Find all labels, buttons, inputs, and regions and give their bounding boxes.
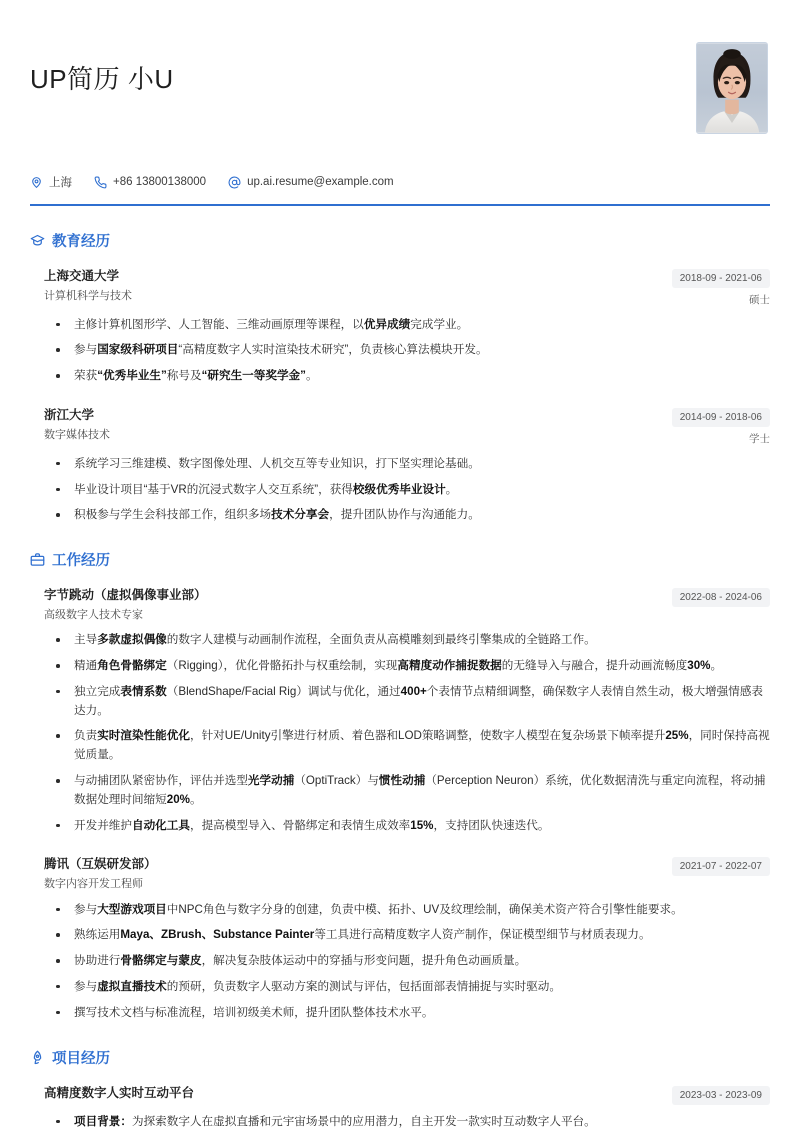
degree-label: 学士 (749, 433, 770, 446)
contact-email-text: up.ai.resume@example.com (247, 176, 394, 188)
entry-header (44, 1084, 770, 1105)
entry-subtitle: 计算机科学与技术 (44, 289, 132, 302)
entry-header-left (44, 267, 658, 304)
contact-location-text: 上海 (49, 177, 72, 189)
date-badge: 2014-09 - 2018-06 (672, 408, 770, 427)
date-badge: 2023-03 - 2023-09 (672, 1086, 770, 1105)
entry-title: 高精度数字人实时互动平台 (44, 1085, 195, 1100)
date-badge: 2018-09 - 2021-06 (672, 269, 770, 288)
entry-header-right (672, 267, 770, 308)
bullet-item: 熟练运用Maya、ZBrush、Substance Painter等工具进行高精度数字人资产制作，保证模型细节与材质表现力。 (44, 926, 770, 945)
resume-entry (30, 1084, 770, 1132)
contact-phone (94, 176, 206, 189)
entry-header-right (672, 586, 770, 607)
resume-section (30, 549, 770, 1022)
entry-title: 浙江大学 (44, 408, 95, 423)
portrait-photo-icon (697, 43, 767, 133)
phone-icon (94, 176, 107, 189)
bullet-item: 毕业设计项目“基于VR的沉浸式数字人交互系统”，获得校级优秀毕业设计。 (44, 481, 770, 500)
resume-header (30, 42, 770, 134)
bullet-item: 系统学习三维建模、数字图像处理、人机交互等专业知识，打下坚实理论基础。 (44, 455, 770, 474)
resume-name: UP简历 小U (30, 64, 174, 94)
resume-entry (30, 406, 770, 525)
email-at-icon (228, 176, 241, 189)
entry-subtitle: 数字媒体技术 (44, 428, 110, 441)
bullet-item: 精通角色骨骼绑定（Rigging），优化骨骼拓扑与权重绘制，实现高精度动作捕捉数据的无缝导入与融合，提升动画流畅度30%。 (44, 657, 770, 676)
header-left (30, 42, 696, 95)
contact-location (30, 174, 72, 190)
bullet-item: 主导多款虚拟偶像的数字人建模与动画制作流程，全面负责从高模雕刻到最终引擎集成的全链路工作。 (44, 631, 770, 650)
header-divider (30, 204, 770, 206)
entry-header (44, 855, 770, 892)
entry-header-left (44, 586, 658, 623)
entry-header-left (44, 1084, 658, 1103)
section-header (30, 230, 770, 251)
entry-header (44, 406, 770, 447)
section-title: 项目经历 (52, 1050, 110, 1067)
entry-title: 腾讯（互娱研发部） (44, 857, 157, 872)
bullet-item: 主修计算机图形学、人工智能、三维动画原理等课程，以优异成绩完成学业。 (44, 316, 770, 335)
bullet-item: 与动捕团队紧密协作，评估并选型光学动捕（OptiTrack）与惯性动捕（Perception Neuron）系统，优化数据清洗与重定向流程，将动捕数据处理时间缩短20%。 (44, 772, 770, 810)
section-title: 工作经历 (52, 553, 110, 570)
bullet-item: 项目背景：为探索数字人在虚拟直播和元宇宙场景中的应用潜力，自主开发一款实时互动数字人平台。 (44, 1113, 770, 1132)
bullet-item: 参与国家级科研项目“高精度数字人实时渲染技术研究”，负责核心算法模块开发。 (44, 341, 770, 360)
contact-email (228, 176, 394, 189)
resume-section (30, 1047, 770, 1132)
date-badge: 2021-07 - 2022-07 (672, 857, 770, 876)
bullet-item: 独立完成表情系数（BlendShape/Facial Rig）调试与优化，通过400+个表情节点精细调整，确保数字人表情自然生动，极大增强情感表达力。 (44, 683, 770, 721)
contact-row (30, 174, 770, 190)
briefcase-icon (30, 552, 45, 567)
entry-header-right (672, 1084, 770, 1105)
section-title: 教育经历 (52, 234, 110, 250)
resume-sections (30, 230, 770, 1131)
entry-header-right (672, 855, 770, 876)
bullet-item: 参与虚拟直播技术的预研，负责数字人驱动方案的测试与评估，包括面部表情捕捉与实时驱动。 (44, 978, 770, 997)
entry-header-left (44, 406, 658, 443)
entry-header-left (44, 855, 658, 892)
contact-phone-text: +86 13800138000 (113, 176, 207, 188)
section-header (30, 549, 770, 570)
entry-title: 字节跳动（虚拟偶像事业部） (44, 588, 207, 603)
bullet-item: 积极参与学生会科技部工作，组织多场技术分享会，提升团队协作与沟通能力。 (44, 506, 770, 525)
entry-bullet-list (44, 631, 770, 835)
graduation-cap-icon (30, 233, 45, 248)
avatar (696, 42, 768, 134)
resume-entry (30, 267, 770, 386)
bullet-item: 撰写技术文档与标准流程，培训初级美术师，提升团队整体技术水平。 (44, 1004, 770, 1023)
bullet-item: 荣获“优秀毕业生”称号及“研究生一等奖学金”。 (44, 367, 770, 386)
date-badge: 2022-08 - 2024-06 (672, 588, 770, 607)
bullet-item: 参与大型游戏项目中NPC角色与数字分身的创建，负责中模、拓扑、UV及纹理绘制，确保美术资产符合引擎性能要求。 (44, 901, 770, 920)
entry-bullet-list (44, 901, 770, 1023)
entry-bullet-list (44, 455, 770, 525)
section-header (30, 1047, 770, 1068)
resume-entry (30, 855, 770, 1022)
degree-label: 硕士 (749, 294, 770, 306)
location-pin-icon (30, 176, 43, 189)
resume-entry (30, 586, 770, 835)
entry-bullet-list (44, 1113, 770, 1132)
entry-header (44, 586, 770, 623)
entry-subtitle: 数字内容开发工程师 (44, 878, 143, 891)
entry-bullet-list (44, 316, 770, 386)
entry-title: 上海交通大学 (44, 269, 120, 283)
entry-header-right (672, 406, 770, 447)
bullet-item: 开发并维护自动化工具，提高模型导入、骨骼绑定和表情生成效率15%，支持团队快速迭代。 (44, 817, 770, 836)
rocket-icon (30, 1050, 45, 1065)
entry-header (44, 267, 770, 308)
bullet-item: 协助进行骨骼绑定与蒙皮，解决复杂肢体运动中的穿插与形变问题，提升角色动画质量。 (44, 952, 770, 971)
entry-subtitle: 高级数字人技术专家 (44, 608, 143, 621)
bullet-item: 负责实时渲染性能优化，针对UE/Unity引擎进行材质、着色器和LOD策略调整，使数字人模型在复杂场景下帧率提升25%，同时保持高视觉质量。 (44, 727, 770, 765)
resume-section (30, 230, 770, 525)
